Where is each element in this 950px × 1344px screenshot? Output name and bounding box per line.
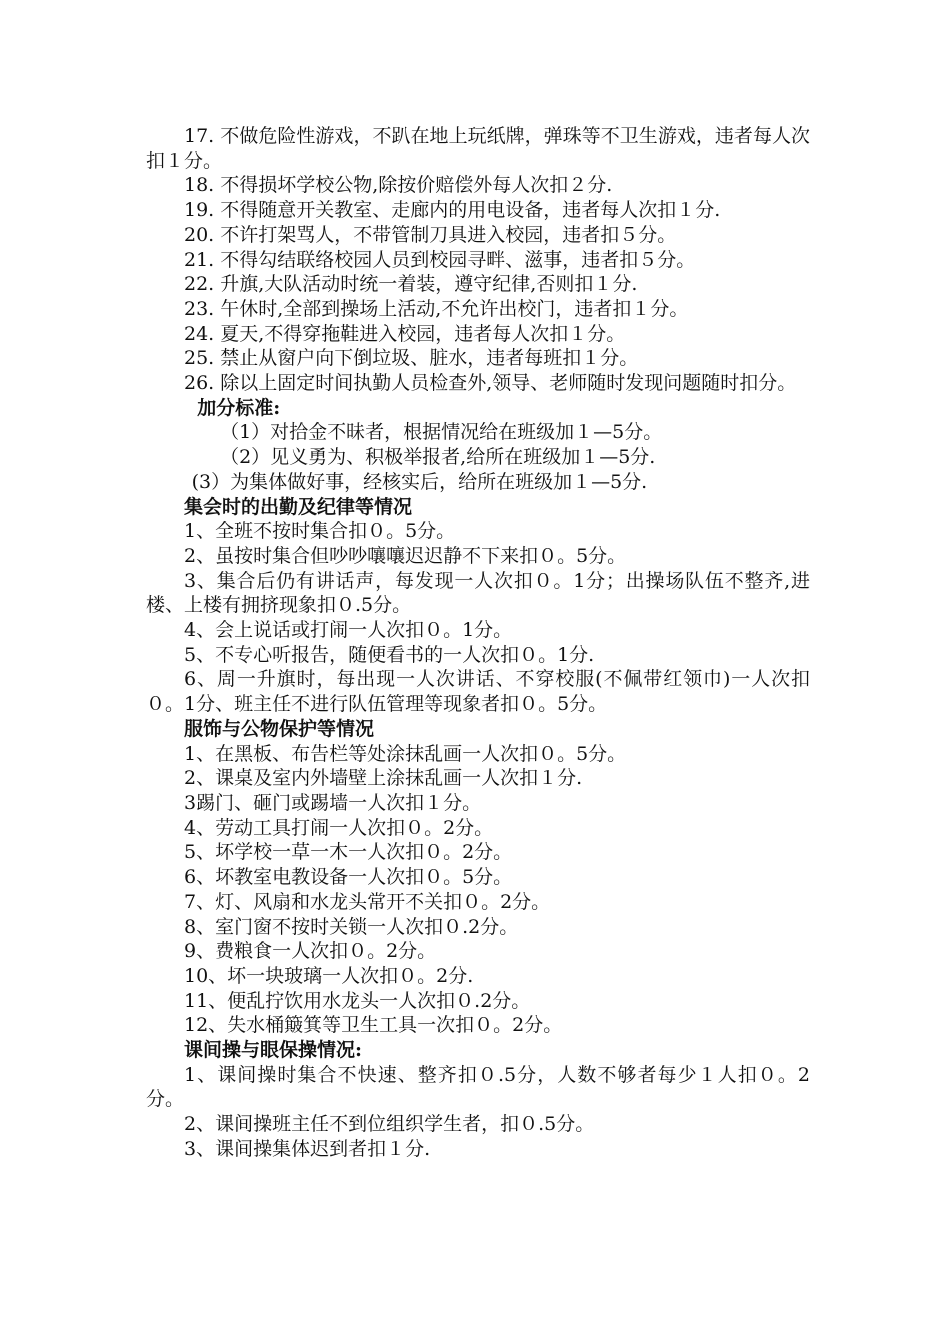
- rule-21: 21. 不得勾结联络校园人员到校园寻畔、滋事，违者扣５分。: [184, 248, 696, 271]
- rule-26: 26. 除以上固定时间执勤人员检查外,领导、老师随时发现问题随时扣分。: [184, 372, 797, 395]
- dress-item: 9、费粮食一人次扣０。2分。: [184, 940, 437, 963]
- dress-item: 4、劳动工具打闹一人次扣０。2分。: [184, 816, 494, 839]
- assembly-section: [146, 495, 810, 717]
- exercise-item: 2、课间操班主任不到位组织学生者，扣０.5分。: [184, 1113, 595, 1136]
- bonus-item: (3）为集体做好事，经核实后，给所在班级加１—5分.: [191, 470, 648, 493]
- rule-25: 25. 禁止从窗户向下倒垃圾、脏水，违者每班扣１分。: [184, 347, 639, 370]
- dress-item: 10、坏一块玻璃一人次扣０。2分.: [184, 964, 474, 987]
- dress-item: 5、坏学校一草一木一人次扣０。2分。: [184, 841, 513, 864]
- assembly-item: 4、会上说话或打闹一人次扣０。1分。: [184, 619, 513, 642]
- assembly-heading: 集会时的出勤及纪律等情况: [184, 495, 413, 518]
- rules-section: [146, 124, 810, 396]
- rule-19: 19. 不得随意开关教室、走廊内的用电设备，违者每人次扣１分.: [184, 199, 721, 222]
- dress-item: 8、室门窗不按时关锁一人次扣０.2分。: [184, 915, 519, 938]
- exercise-item: 1、课间操时集合不快速、整齐扣０.5分，人数不够者每少１人扣０。2分。: [146, 1063, 810, 1111]
- exercise-section: [146, 1038, 810, 1162]
- exercise-item: 3、课间操集体迟到者扣１分.: [184, 1137, 431, 1160]
- rule-23: 23. 午休时,全部到操场上活动,不允许出校门，违者扣１分。: [184, 297, 689, 320]
- dress-item: 11、便乱拧饮用水龙头一人次扣０.2分。: [184, 989, 531, 1012]
- dress-item: 6、坏教室电教设备一人次扣０。5分。: [184, 866, 513, 889]
- dress-item: 12、失水桶簸箕等卫生工具一次扣０。2分。: [184, 1014, 563, 1037]
- dress-heading: 服饰与公物保护等情况: [184, 717, 375, 740]
- assembly-item: 3、集合后仍有讲话声，每发现一人次扣０。1分；出操场队伍不整齐,进楼、上楼有拥挤现象扣０.5分。: [146, 569, 810, 617]
- bonus-heading: 加分标准:: [197, 396, 281, 419]
- document-page: [146, 124, 810, 1162]
- dress-item: 2、课桌及室内外墙壁上涂抹乱画一人次扣１分.: [184, 767, 583, 790]
- rule-17: 17. 不做危险性游戏，不趴在地上玩纸牌，弹珠等不卫生游戏，违者每人次扣１分。: [146, 125, 810, 172]
- rule-24: 24. 夏天,不得穿拖鞋进入校园，违者每人次扣１分。: [184, 322, 626, 345]
- dress-item: 1、在黑板、布告栏等处涂抹乱画一人次扣０。5分。: [184, 742, 627, 765]
- exercise-heading: 课间操与眼保操情况:: [184, 1039, 363, 1062]
- bonus-item: （1）对拾金不昧者，根据情况给在班级加１—5分。: [220, 421, 663, 444]
- assembly-item: 2、虽按时集合但吵吵嚷嚷迟迟静不下来扣０。5分。: [184, 544, 627, 567]
- assembly-item: 1、全班不按时集合扣０。5分。: [184, 520, 456, 543]
- assembly-item: 6、周一升旗时，每出现一人次讲话、不穿校服(不佩带红领巾)一人次扣０。1分、班主任不进行队伍管理等现象者扣０。5分。: [146, 668, 810, 716]
- rule-20: 20. 不许打架骂人，不带管制刀具进入校园，违者扣５分。: [184, 223, 677, 246]
- bonus-section: [146, 396, 810, 495]
- rule-22: 22. 升旗,大队活动时统一着装，遵守纪律,否则扣１分.: [184, 273, 638, 296]
- assembly-item: 5、不专心听报告，随便看书的一人次扣０。1分.: [184, 643, 595, 666]
- bonus-item: （2）见义勇为、积极举报者,给所在班级加１—5分.: [220, 446, 656, 469]
- dress-section: [146, 717, 810, 1038]
- dress-item: 3踢门、砸门或踢墙一人次扣１分。: [184, 791, 482, 814]
- dress-item: 7、灯、风扇和水龙头常开不关扣０。2分。: [184, 890, 551, 913]
- rule-18: 18. 不得损坏学校公物,除按价赔偿外每人次扣２分.: [184, 174, 613, 197]
